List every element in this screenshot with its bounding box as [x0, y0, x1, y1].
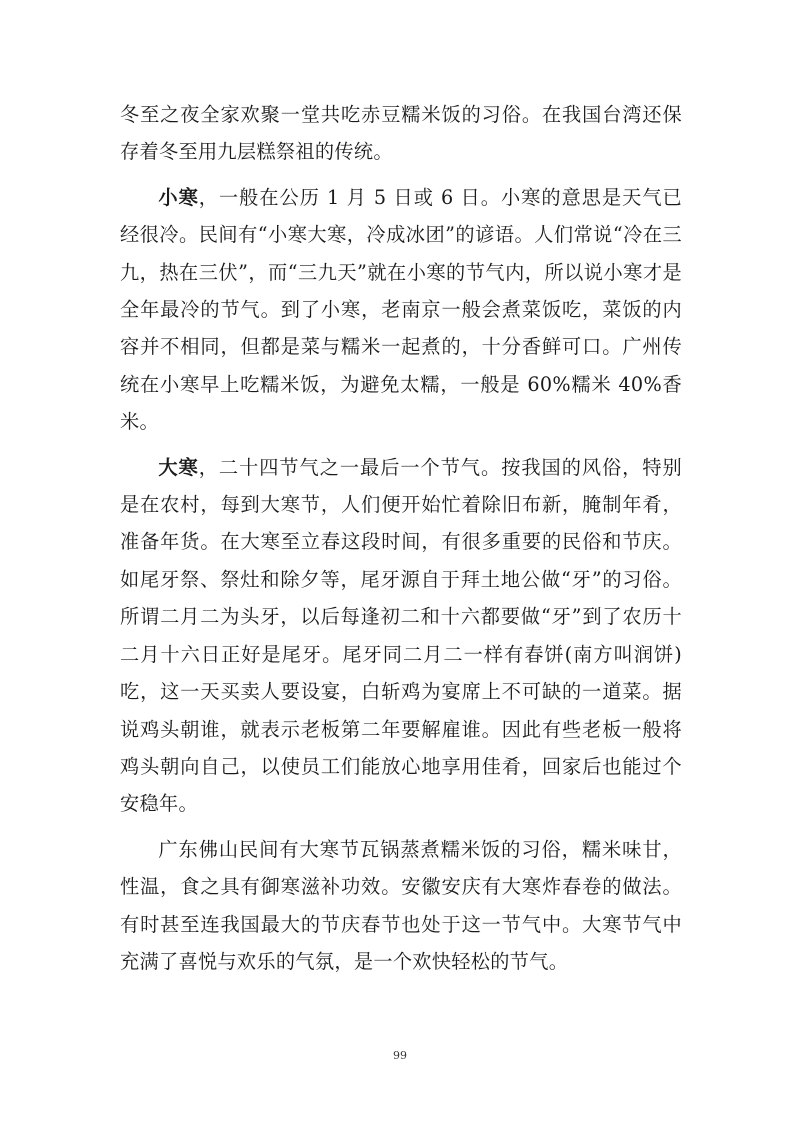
document-page: [120, 96, 682, 988]
paragraph-xiaohan: [120, 179, 682, 441]
paragraph-text: 冬至之夜全家欢聚一堂共吃赤豆糯米饭的习俗。在我国台湾还保存着冬至用九层糕祭祖的传统。: [120, 103, 682, 164]
term-dahan: 大寒: [158, 455, 199, 479]
term-xiaohan: 小寒: [158, 185, 199, 209]
paragraph-text: 广东佛山民间有大寒节瓦锅蒸煮糯米饭的习俗，糯米味甘，性温，食之具有御寒滋补功效。安徽安庆有大寒炸春卷的做法。有时甚至连我国最大的节庆春节也处于这一节气中。大寒节气中充满了喜悦与欢乐的气氛，是一个欢快轻松的节气。: [120, 837, 682, 973]
paragraph-foshan: [120, 831, 682, 981]
paragraph-dongzhi-continued: [120, 96, 682, 171]
paragraph-text: ，二十四节气之一最后一个节气。按我国的风俗，特别是在农村，每到大寒节，人们便开始忙着除旧布新，腌制年肴，准备年货。在大寒至立春这段时间，有很多重要的民俗和节庆。如尾牙祭、祭灶和除夕等，尾牙源自于拜土地公做“牙”的习俗。所谓二月二为头牙，以后每逢初二和十六都要做“牙”到了农历十二月十六日正好是尾牙。尾牙同二月二一样有春饼(南方叫润饼)吃，这一天买卖人要设宴，白斩鸡为宴席上不可缺的一道菜。据说鸡头朝谁，就表示老板第二年要解雇谁。因此有些老板一般将鸡头朝向自己，以使员工们能放心地享用佳肴，回家后也能过个安稳年。: [120, 455, 683, 816]
paragraph-dahan: [120, 449, 682, 823]
paragraph-text: ，一般在公历 1 月 5 日或 6 日。小寒的意思是天气已经很冷。民间有“小寒大寒，冷成冰团”的谚语。人们常说“冷在三九，热在三伏”，而“三九天”就在小寒的节气内，所以说小寒才是全年最冷的节气。到了小寒，老南京一般会煮菜饭吃，菜饭的内容并不相同，但都是菜与糯米一起煮的，十分香鲜可口。广州传统在小寒早上吃糯米饭，为避免太糯，一般是 60%糯米 40%香米。: [120, 185, 682, 434]
page-number: 99: [393, 1049, 407, 1062]
